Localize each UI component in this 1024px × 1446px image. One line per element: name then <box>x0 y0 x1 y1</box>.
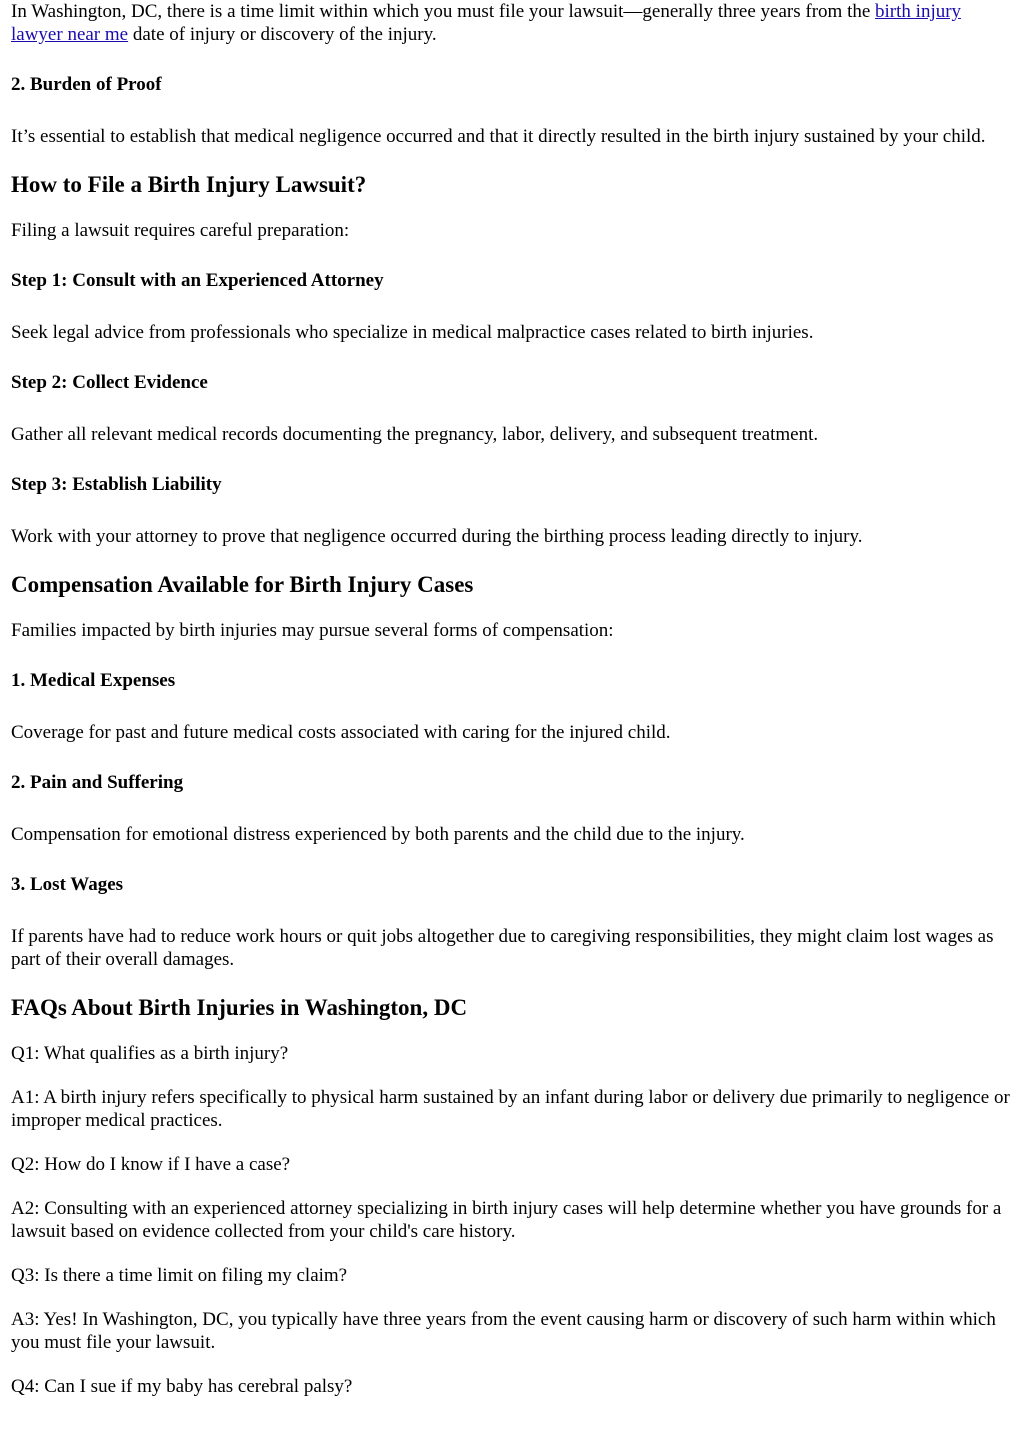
step-2-title: Step 2: Collect Evidence <box>11 372 208 393</box>
faq-answer-2: A2: Consulting with an experienced attorney specializing in birth injury cases will help determine whether you have grounds for a lawsuit based on evidence collected from your child's care history. <box>11 1198 1002 1242</box>
burden-of-proof-heading: 2. Burden of Proof <box>11 74 162 95</box>
intro-text-before-link: In Washington, DC, there is a time limit within which you must file your lawsuit—generally three years from the <box>11 1 876 22</box>
step-2-text: Gather all relevant medical records documenting the pregnancy, labor, delivery, and subsequent treatment. <box>11 424 819 445</box>
filing-section-heading: How to File a Birth Injury Lawsuit? <box>11 172 367 197</box>
step-1-title: Step 1: Consult with an Experienced Attorney <box>11 270 384 291</box>
lost-wages-title: 3. Lost Wages <box>11 874 124 895</box>
pain-and-suffering-title: 2. Pain and Suffering <box>11 772 184 793</box>
faq-answer-1: A1: A birth injury refers specifically to physical harm sustained by an infant during labor or delivery due primarily to negligence or improper medical practices. <box>11 1087 1010 1131</box>
faq-question-2: Q2: How do I know if I have a case? <box>11 1154 291 1175</box>
pain-and-suffering-text: Compensation for emotional distress experienced by both parents and the child due to the injury. <box>11 824 745 845</box>
faq-answer-3: A3: Yes! In Washington, DC, you typically have three years from the event causing harm or discovery of such harm within which you must file your lawsuit. <box>11 1309 996 1353</box>
medical-expenses-text: Coverage for past and future medical costs associated with caring for the injured child. <box>11 722 671 743</box>
medical-expenses-title: 1. Medical Expenses <box>11 670 176 691</box>
faq-question-3: Q3: Is there a time limit on filing my claim? <box>11 1265 348 1286</box>
faq-question-1: Q1: What qualifies as a birth injury? <box>11 1043 289 1064</box>
intro-text-after-link: date of injury or discovery of the injury. <box>128 24 437 45</box>
compensation-section-heading: Compensation Available for Birth Injury Cases <box>11 572 474 597</box>
faq-question-4: Q4: Can I sue if my baby has cerebral palsy? <box>11 1376 353 1397</box>
lost-wages-text: If parents have had to reduce work hours or quit jobs altogether due to caregiving responsibilities, they might claim lost wages as part of their overall damages. <box>11 926 994 970</box>
birth-injury-lawyer-link[interactable]: birth injury lawyer near me <box>11 1 962 45</box>
burden-of-proof-text: It’s essential to establish that medical negligence occurred and that it directly resulted in the birth injury sustained by your child. <box>11 126 986 147</box>
filing-intro-text: Filing a lawsuit requires careful preparation: <box>11 220 350 241</box>
intro-paragraph <box>11 0 1010 46</box>
faq-section-heading: FAQs About Birth Injuries in Washington, DC <box>11 995 468 1020</box>
step-1-text: Seek legal advice from professionals who specialize in medical malpractice cases related to birth injuries. <box>11 322 814 343</box>
step-3-title: Step 3: Establish Liability <box>11 474 222 495</box>
compensation-intro-text: Families impacted by birth injuries may pursue several forms of compensation: <box>11 620 614 641</box>
step-3-text: Work with your attorney to prove that negligence occurred during the birthing process leading directly to injury. <box>11 526 863 547</box>
